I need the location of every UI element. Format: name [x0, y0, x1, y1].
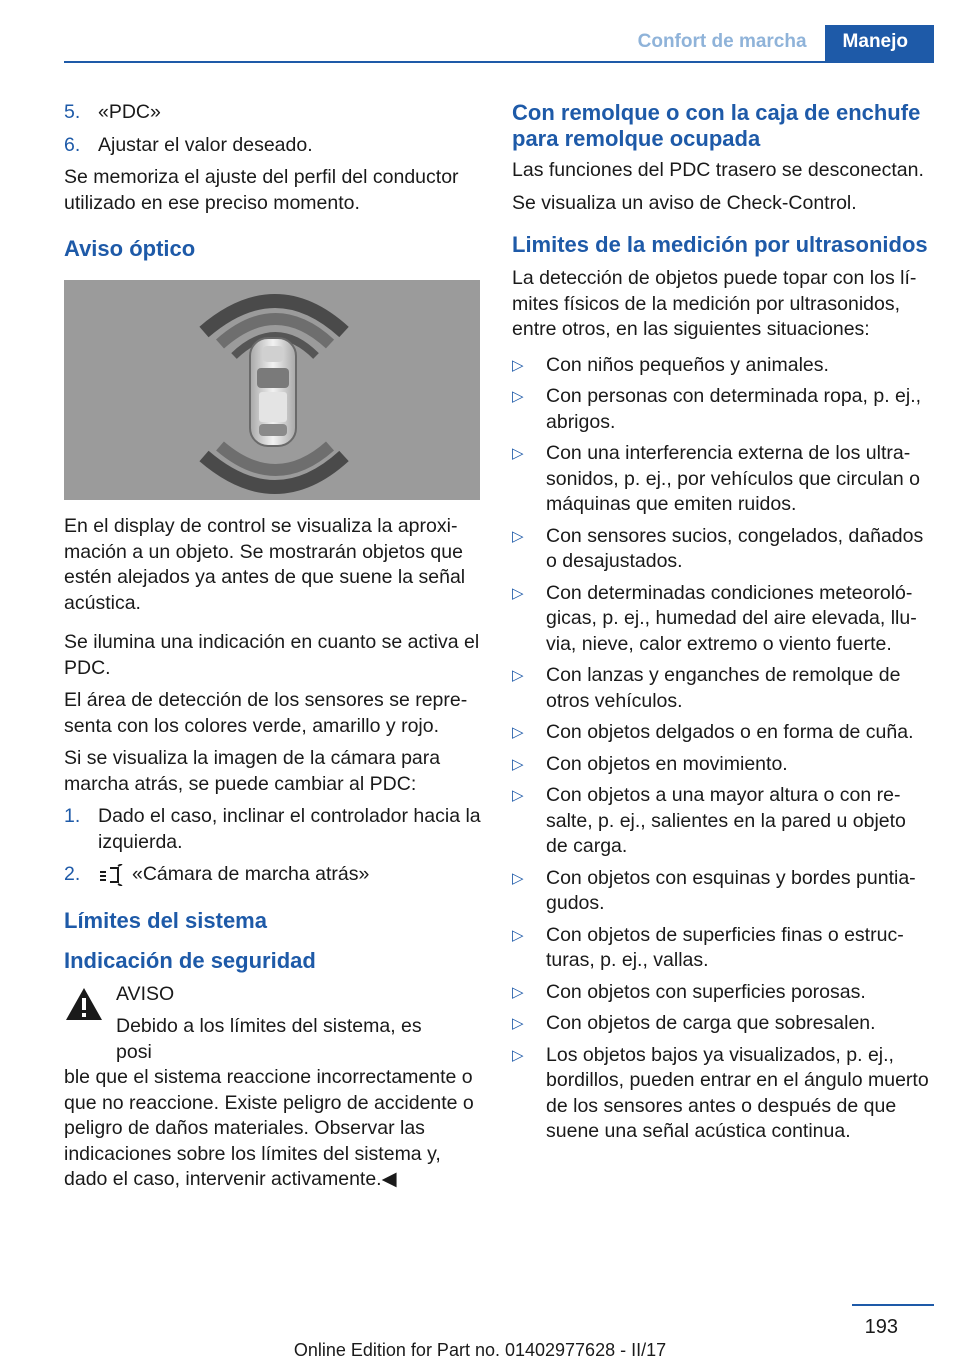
list-item-text: Con objetos en movimiento. — [546, 752, 788, 775]
heading-system-limits: Límites del sistema — [64, 907, 267, 933]
left-column — [64, 100, 482, 1200]
list-item — [512, 581, 932, 658]
list-item-text: Con una interferencia externa de los ultrasonidos, p. ej., por vehículos que circulan o máquinas que emiten ruidos. — [546, 442, 920, 515]
list-item — [512, 1011, 932, 1037]
list-item — [512, 923, 932, 974]
list-item-text: Con objetos con esquinas y bordes puntiagudos. — [546, 866, 916, 914]
bullet-arrow-icon: ▷ — [512, 869, 524, 887]
heading-ultrasonic-limits: Limites de la medición por ultrasonidos — [512, 232, 928, 257]
list-item — [512, 752, 932, 778]
warning-text: ble que el sistema reaccione incorrectamente o que no reaccione. Existe peligro de accidente o peligro de daños materiales. Observar las indicaciones sobre los límites del sistema y, dado el caso, intervenir activamente.◀ — [64, 1066, 474, 1190]
step-text: «Cámara de marcha atrás» — [132, 863, 370, 885]
warning-block — [64, 982, 482, 1066]
step-text: «PDC» — [98, 101, 161, 123]
header-rule — [64, 61, 934, 63]
heading-optical-warning: Aviso óptico — [64, 236, 196, 261]
list-item — [512, 980, 932, 1006]
pdc-figure — [64, 280, 480, 500]
footer-rule — [852, 1304, 934, 1306]
bullet-arrow-icon: ▷ — [512, 755, 524, 773]
step-number: 1. — [64, 805, 81, 827]
tab-manejo[interactable]: Manejo — [825, 25, 934, 61]
pdc-car-illustration — [64, 280, 480, 500]
bullet-arrow-icon: ▷ — [512, 787, 524, 804]
warning-first-line: Debido a los límites del sistema, es posi — [116, 1015, 422, 1063]
list-item — [512, 663, 932, 714]
list-item-text: Con objetos de superficies finas o estructuras, p. ej., vallas. — [546, 923, 904, 971]
bullet-arrow-icon: ▷ — [512, 667, 524, 684]
list-item-text: Con objetos delgados o en forma de cuña. — [546, 721, 914, 743]
bullet-arrow-icon: ▷ — [512, 1046, 524, 1064]
bullet-arrow-icon: ▷ — [512, 926, 524, 944]
bullet-arrow-icon: ▷ — [512, 724, 524, 741]
step-1 — [64, 804, 482, 855]
warning-title: AVISO — [116, 982, 175, 1005]
list-item — [512, 441, 932, 518]
step-text: Ajustar el valor deseado. — [98, 133, 313, 156]
list-item — [512, 783, 932, 860]
bullet-arrow-icon: ▷ — [512, 527, 524, 545]
list-item — [512, 524, 932, 575]
page-number: 193 — [864, 1316, 898, 1338]
list-item-text: Con objetos a una mayor altura o con resalte, p. ej., salientes en la pared u objeto de carga. — [546, 784, 906, 857]
list-item-text: Con sensores sucios, congelados, dañados o desajustados. — [546, 524, 924, 572]
right-column — [512, 100, 932, 1151]
list-item-text: Con niños pequeños y animales. — [546, 353, 829, 376]
trailer-paragraph-2: Se visualiza un aviso de Check-Control. — [512, 191, 857, 214]
camera-paragraph: Si se visualiza la imagen de la cámara para marcha atrás, se puede cambiar al PDC: — [64, 747, 441, 795]
bullet-list — [512, 353, 932, 1145]
list-item-text: Con objetos de carga que sobresalen. — [546, 1012, 876, 1034]
step-text: Dado el caso, inclinar el controlador hacia la izquierda. — [98, 805, 481, 853]
bullet-arrow-icon: ▷ — [512, 388, 524, 405]
step-5 — [64, 100, 482, 126]
bullet-arrow-icon: ▷ — [512, 1015, 524, 1032]
bullet-arrow-icon: ▷ — [512, 983, 524, 1001]
list-item — [512, 866, 932, 917]
bullet-arrow-icon: ▷ — [512, 445, 524, 462]
list-item — [512, 353, 932, 379]
list-item-text: Con lanzas y enganches de remolque de otros vehículos. — [546, 664, 901, 712]
tab-confort-de-marcha[interactable]: Confort de marcha — [637, 31, 807, 52]
bullet-arrow-icon: ▷ — [512, 356, 524, 374]
list-item — [512, 1043, 932, 1145]
header-tabs — [638, 25, 934, 61]
list-item-text: Con determinadas condiciones meteorológicas, p. ej., humedad del aire elevada, lluvia, nieve, calor extremo o viento fuerte. — [546, 581, 917, 655]
list-item-text: Con personas con determinada ropa, p. ej., abrigos. — [546, 385, 922, 433]
step-number: 5. — [64, 101, 81, 123]
list-item — [512, 720, 932, 746]
edition-note: Online Edition for Part no. 01402977628 - II/17 — [293, 1340, 667, 1360]
step-number: 6. — [64, 133, 81, 156]
area-paragraph: El área de detección de los sensores se representa con los colores verde, amarillo y rojo. — [64, 689, 468, 737]
list-item — [512, 384, 932, 435]
list-item-text: Los objetos bajos ya visualizados, p. ej., bordillos, pueden entrar en el ángulo muerto de los sensores antes o después de que suene una señal acústica continua. — [546, 1043, 929, 1142]
heading-trailer: Con remolque o con la caja de enchufe para remolque ocupada — [512, 100, 921, 151]
ultrasonic-intro: La detección de objetos puede topar con los límites físicos de la medición por ultrasonidos, entre otros, en las siguientes situaciones: — [512, 267, 917, 340]
display-paragraph: En el display de control se visualiza la aproximación a un objeto. Se mostrarán objetos que estén alejados ya antes de que suene la señal acústica. — [64, 515, 466, 614]
step-6 — [64, 133, 482, 159]
memo-paragraph: Se memoriza el ajuste del perfil del conductor utilizado en ese preciso momento. — [64, 166, 459, 214]
rear-camera-icon — [98, 862, 124, 888]
indication-paragraph: Se ilumina una indicación en cuanto se activa el PDC. — [64, 631, 480, 679]
heading-safety-note: Indicación de seguridad — [64, 947, 316, 973]
step-number: 2. — [64, 863, 81, 885]
trailer-paragraph-1: Las funciones del PDC trasero se desconectan. — [512, 159, 924, 181]
bullet-arrow-icon: ▷ — [512, 584, 524, 602]
step-2 — [64, 862, 482, 888]
warning-triangle-icon — [64, 986, 104, 1022]
list-item-text: Con objetos con superficies porosas. — [546, 980, 866, 1003]
